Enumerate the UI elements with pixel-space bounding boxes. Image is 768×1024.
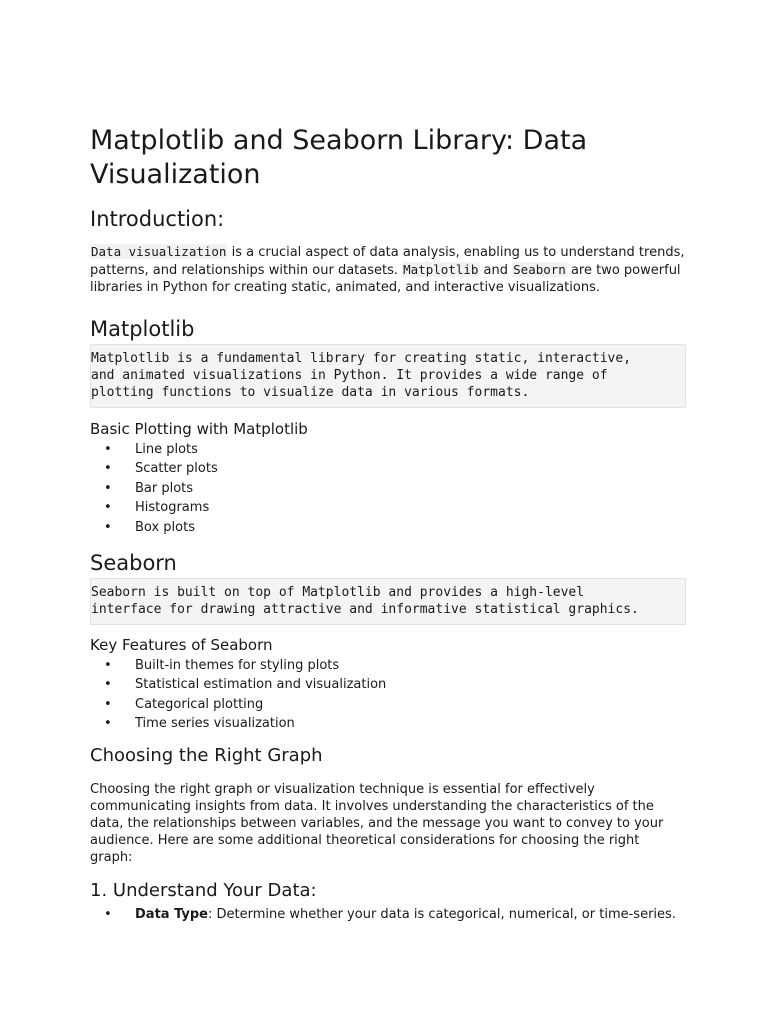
list-item: • Statistical estimation and visualization [90, 675, 685, 694]
seaborn-heading: Seaborn [90, 551, 177, 576]
list-item: • Line plots [90, 440, 685, 459]
list-item: • Time series visualization [90, 714, 685, 733]
list-item: • Histograms [90, 498, 685, 517]
intro-text-2: and [479, 263, 513, 278]
matplotlib-subheading: Basic Plotting with Matplotlib [90, 420, 308, 438]
understand-list [90, 905, 685, 924]
list-item [90, 905, 685, 924]
data-type-label: Data Type [135, 906, 208, 922]
list-item: • Box plots [90, 518, 685, 537]
choosing-heading: Choosing the Right Graph [90, 744, 323, 766]
bullet-icon: • [104, 461, 112, 477]
list-item: • Bar plots [90, 479, 685, 498]
list-item: • Categorical plotting [90, 695, 685, 714]
choosing-paragraph: Choosing the right graph or visualization technique is essential for effectively communicating insights from data. It involves understanding the characteristics of the data, the relationships between variables, and the message you want to convey to your audience. Here are some additional theoretical considerations for choosing the right graph: [90, 781, 664, 865]
data-type-text: : Determine whether your data is categorical, numerical, or time-series. [208, 906, 676, 922]
matplotlib-plot-list [90, 440, 685, 537]
bullet-icon: • [104, 906, 112, 922]
list-item: • Scatter plots [90, 459, 685, 478]
bullet-icon: • [104, 480, 112, 496]
bullet-icon: • [104, 677, 112, 693]
seaborn-subheading: Key Features of Seaborn [90, 636, 273, 655]
intro-code-matplotlib: Matplotlib [403, 262, 479, 277]
seaborn-code-block: Seaborn is built on top of Matplotlib and provides a high-level interface for drawing attractive and informative statistical graphics. [90, 578, 686, 625]
understand-heading: 1. Understand Your Data: [90, 879, 317, 901]
intro-paragraph [90, 243, 685, 296]
bullet-icon: • [104, 519, 112, 535]
page-title: Matplotlib and Seaborn Library: Data Visualization [90, 125, 588, 190]
document-page [90, 124, 685, 924]
matplotlib-code-block: Matplotlib is a fundamental library for creating static, interactive, and animated visualizations in Python. It provides a wide range of plotting functions to visualize data in various formats. [90, 344, 686, 408]
bullet-icon: • [104, 500, 112, 516]
intro-heading: Introduction: [90, 207, 225, 231]
intro-text-3: are two powerful libraries in Python for creating static, animated, and interactive visualizations. [90, 263, 681, 295]
list-item: • Built-in themes for styling plots [90, 656, 685, 675]
intro-code-seaborn: Seaborn [513, 262, 566, 277]
intro-code-data-visualization: Data visualization [91, 244, 227, 259]
bullet-icon: • [104, 442, 112, 457]
bullet-icon: • [104, 658, 112, 674]
bullet-icon: • [104, 716, 112, 732]
bullet-icon: • [104, 696, 112, 712]
intro-text-1: is a crucial aspect of data analysis, enabling us to understand trends, patterns, and relationships within our datasets. [90, 245, 685, 278]
seaborn-feature-list [90, 656, 685, 734]
matplotlib-heading: Matplotlib [90, 317, 195, 341]
